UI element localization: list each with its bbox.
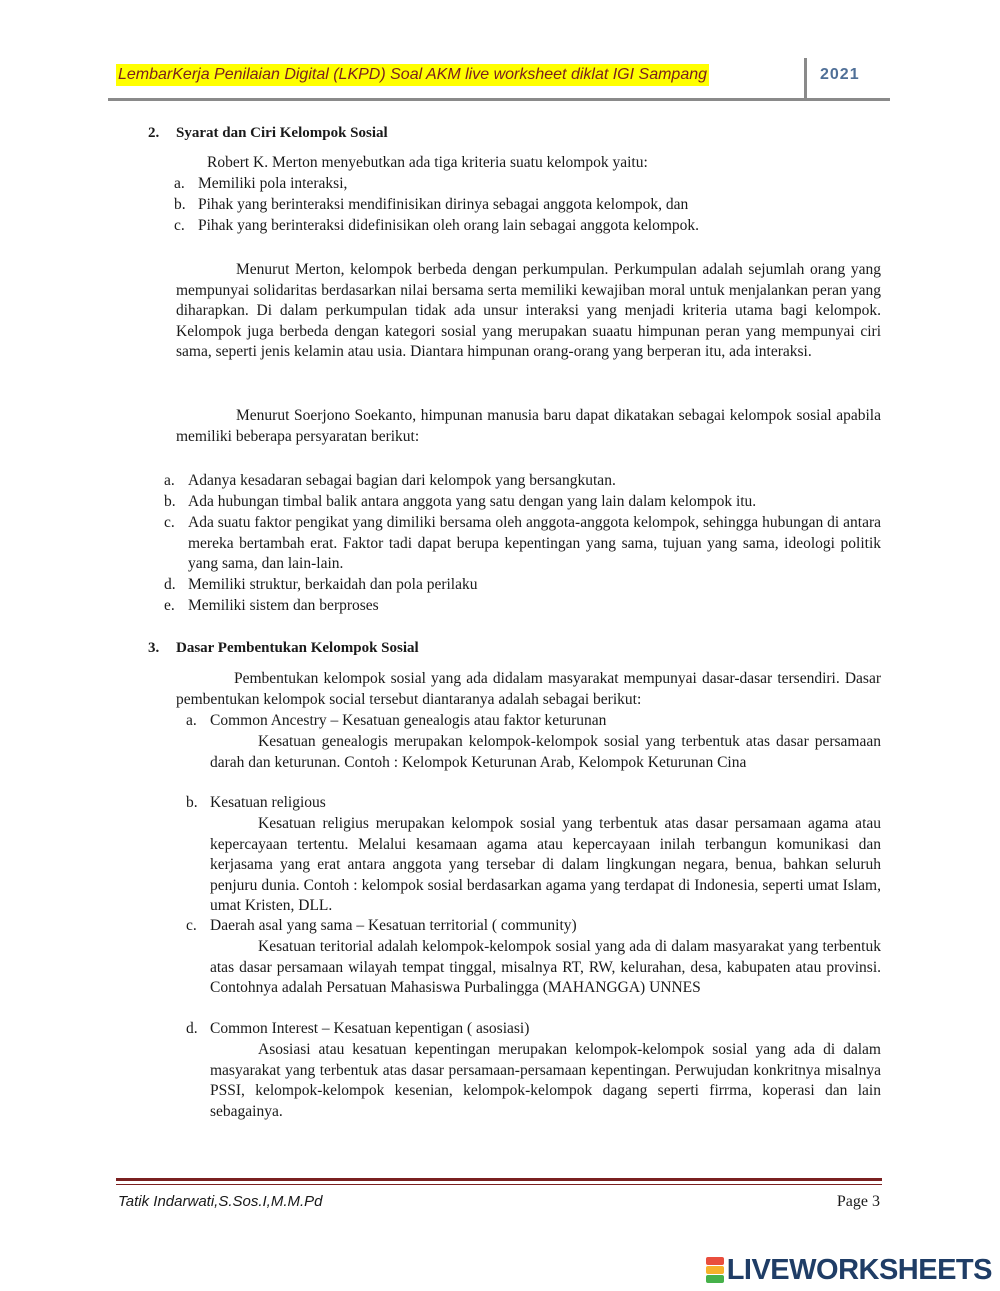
section-3-intro: Pembentukan kelompok sosial yang ada didalam masyarakat mempunyai dasar-dasar tersendiri. Dasar pembentukan kelompok social tersebut diantaranya adalah sebagai berikut: bbox=[176, 670, 881, 708]
section-title: Dasar Pembentukan Kelompok Sosial bbox=[176, 640, 419, 656]
list-text: Pihak yang berinteraksi mendifinisikan dirinya sebagai anggota kelompok, dan bbox=[198, 196, 689, 213]
merton-paragraph: Menurut Merton, kelompok berbeda dengan perkumpulan. Perkumpulan adalah sejumlah orang yang mempunyai solidaritas berdasarkan nilai bersama serta memiliki kewajiban moral untuk menjalankan peran yang diharapkan. Di dalam perkumpulan tidak ada unsur interaksi yang menjadi kriteria utama bagi kelompok. Kelompok juga berbeda dengan kategori sosial yang merupakan suaatu himpunan peran yang mempunyai ciri sama, seperti jenis kelamin atau usia. Diantara himpunan orang-orang yang berperan itu, ada interaksi. bbox=[176, 261, 881, 360]
section-3-heading bbox=[148, 638, 419, 658]
footer-rule-thin bbox=[116, 1184, 882, 1185]
list-marker: a. bbox=[174, 175, 185, 192]
brand-name: LIVEWORKSHEETS bbox=[726, 1253, 992, 1286]
liveworksheets-logo bbox=[706, 1255, 992, 1285]
list-text: Kesatuan religious bbox=[210, 794, 326, 811]
requirement-item bbox=[164, 596, 379, 617]
list-text: Common Ancestry – Kesatuan genealogis atau faktor keturunan bbox=[210, 712, 607, 729]
list-text: Daerah asal yang sama – Kesatuan territorial ( community) bbox=[210, 917, 577, 934]
list-text: Common Interest – Kesatuan kepentigan ( asosiasi) bbox=[210, 1020, 530, 1037]
document-year: 2021 bbox=[820, 66, 860, 83]
list-marker: b. bbox=[164, 493, 176, 510]
header-divider bbox=[804, 58, 807, 98]
basis-item-heading bbox=[186, 793, 326, 814]
requirement-item bbox=[164, 513, 881, 575]
basis-item-heading bbox=[186, 1019, 530, 1040]
list-marker: a. bbox=[164, 472, 175, 489]
section-number: 3. bbox=[148, 640, 160, 656]
criteria-item bbox=[174, 174, 348, 195]
list-text: Memiliki sistem dan berproses bbox=[188, 597, 379, 614]
list-text: Pihak yang berinteraksi didefinisikan oleh orang lain sebagai anggota kelompok. bbox=[198, 217, 700, 234]
requirement-item bbox=[164, 471, 616, 492]
criteria-item bbox=[174, 216, 700, 237]
list-marker: b. bbox=[186, 794, 198, 811]
list-marker: e. bbox=[164, 597, 175, 614]
list-text: Ada hubungan timbal balik antara anggota yang satu dengan yang lain dalam kelompok itu. bbox=[188, 493, 757, 510]
page-number: Page 3 bbox=[836, 1193, 880, 1210]
basis-item-body: Asosiasi atau kesatuan kepentingan merupakan kelompok-kelompok sosial yang ada di dalam masyarakat yang terbentuk atas dasar persamaan-persamaan kepentingan. Perwujudan konkritnya misalnya PSSI, kelompok-kelompok kesenian, kelompok-kelompok dagang seperti firrma, koperasi dan lain sebagainya. bbox=[210, 1041, 881, 1120]
merton-intro: Robert K. Merton menyebutkan ada tiga kriteria suatu kelompok yaitu: bbox=[207, 154, 648, 171]
basis-item-body: Kesatuan teritorial adalah kelompok-kelompok sosial yang ada di dalam masyarakat yang terbentuk atas dasar persamaan wilayah tempat tinggal, misalnya RT, RW, kelurahan, desa, kabupaten atau provinsi. Contohnya adalah Persatuan Mahasiswa Purbalingga (MAHANGGA) UNNES bbox=[210, 938, 881, 996]
basis-item-heading bbox=[186, 916, 577, 937]
basis-item-body: Kesatuan religius merupakan kelompok sosial yang terbentuk atas dasar persamaan agama atau kepercayaan tertentu. Melalui kesamaan agama atau kepercayaan inilah terbangun komunikasi dan kerjasama yang erat antara anggota yang tersebar di dalam lingkungan negara, benua, bahkan seluruh penjuru dunia. Contoh : kelompok sosial berdasarkan agama yang terdapat di Indonesia, seperti umat Islam, umat Kristen, DLL. bbox=[210, 815, 881, 914]
requirement-item bbox=[164, 492, 757, 513]
requirement-item bbox=[164, 575, 478, 596]
list-marker: b. bbox=[174, 196, 186, 213]
criteria-item bbox=[174, 195, 689, 216]
list-marker: a. bbox=[186, 712, 197, 729]
liveworksheets-icon bbox=[706, 1257, 724, 1283]
list-text: Memiliki struktur, berkaidah dan pola perilaku bbox=[188, 576, 478, 593]
list-text: Ada suatu faktor pengikat yang dimiliki bersama oleh anggota-anggota kelompok, sehingga hubungan di antara mereka bertambah erat. Faktor tadi dapat berupa kepentingan yang sama, tujuan yang sama, ideologi politik yang sama, dan lain-lain. bbox=[188, 514, 881, 572]
list-marker: c. bbox=[186, 917, 197, 934]
list-marker: c. bbox=[174, 217, 185, 234]
basis-item-heading bbox=[186, 711, 607, 732]
list-marker: c. bbox=[164, 514, 175, 531]
list-text: Adanya kesadaran sebagai bagian dari kelompok yang bersangkutan. bbox=[188, 472, 616, 489]
list-marker: d. bbox=[164, 576, 176, 593]
document-title: LembarKerja Penilaian Digital (LKPD) Soal AKM live worksheet diklat IGI Sampang bbox=[116, 64, 709, 86]
list-text: Memiliki pola interaksi, bbox=[198, 175, 348, 192]
page-header bbox=[108, 58, 890, 101]
footer-author: Tatik Indarwati,S.Sos.I,M.M.Pd bbox=[118, 1193, 323, 1210]
basis-item-body: Kesatuan genealogis merupakan kelompok-kelompok sosial yang terbentuk atas dasar persamaan darah dan keturunan. Contoh : Kelompok Keturunan Arab, Kelompok Keturunan Cina bbox=[210, 733, 881, 771]
section-2-heading bbox=[148, 123, 388, 143]
section-title: Syarat dan Ciri Kelompok Sosial bbox=[176, 125, 388, 141]
section-number: 2. bbox=[148, 125, 160, 141]
soekanto-paragraph: Menurut Soerjono Soekanto, himpunan manusia baru dapat dikatakan sebagai kelompok sosial apabila memiliki beberapa persyaratan berikut: bbox=[176, 407, 881, 445]
footer-rule bbox=[116, 1178, 882, 1181]
list-marker: d. bbox=[186, 1020, 198, 1037]
